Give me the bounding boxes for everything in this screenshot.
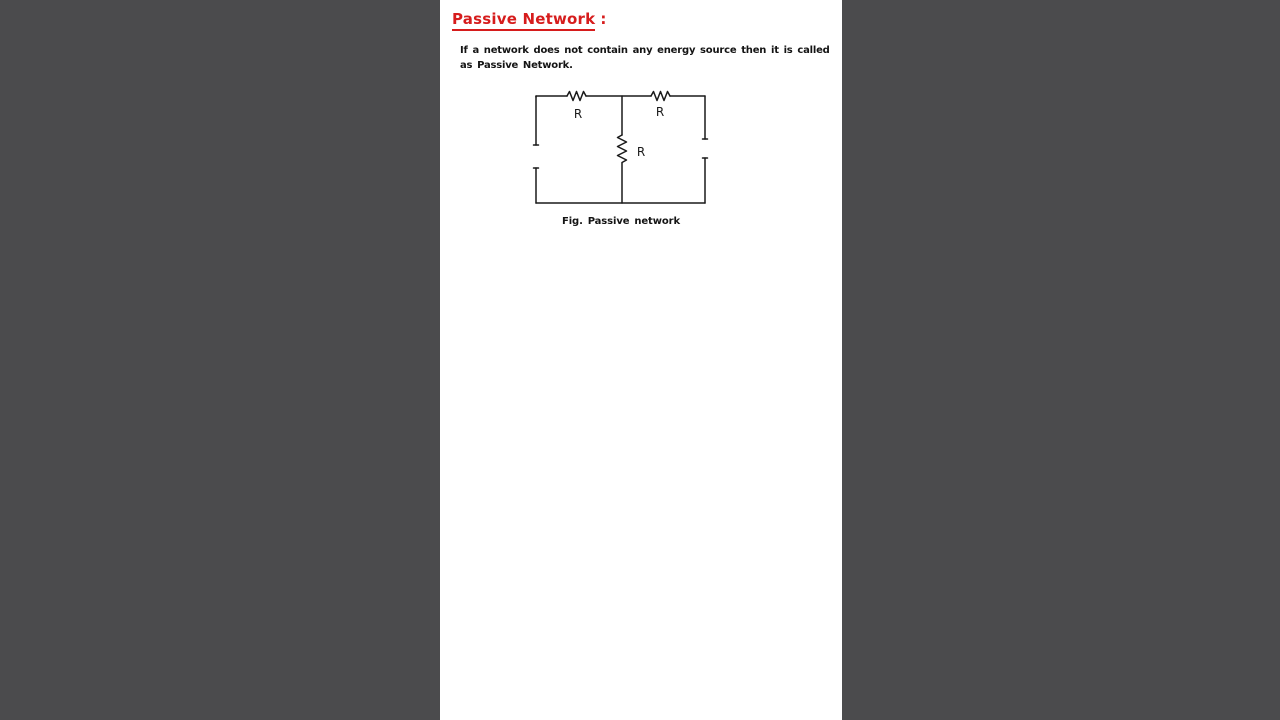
passive-network-circuit-figure	[520, 85, 730, 210]
top-right-resistor-symbol	[651, 92, 670, 101]
definition-line-2: as Passive Network.	[460, 60, 573, 71]
definition-paragraph	[460, 43, 830, 73]
right-resistor-label: R	[655, 105, 665, 119]
circuit-labels	[574, 105, 664, 159]
definition-line-1: If a network does not contain any energy source then it is called	[460, 45, 830, 56]
middle-resistor-symbol	[618, 135, 627, 163]
top-left-resistor-symbol	[567, 92, 586, 101]
left-resistor-label: R	[573, 107, 583, 121]
page-title-colon: :	[600, 10, 607, 28]
top-wire-left-segment	[536, 96, 567, 97]
middle-resistor-label: R	[636, 145, 646, 159]
notes-page	[440, 0, 842, 720]
figure-caption: Fig. Passive network	[562, 216, 680, 227]
page-title-text: Passive Network	[452, 10, 595, 31]
circuit-wires	[534, 92, 708, 204]
page-title	[452, 10, 607, 31]
